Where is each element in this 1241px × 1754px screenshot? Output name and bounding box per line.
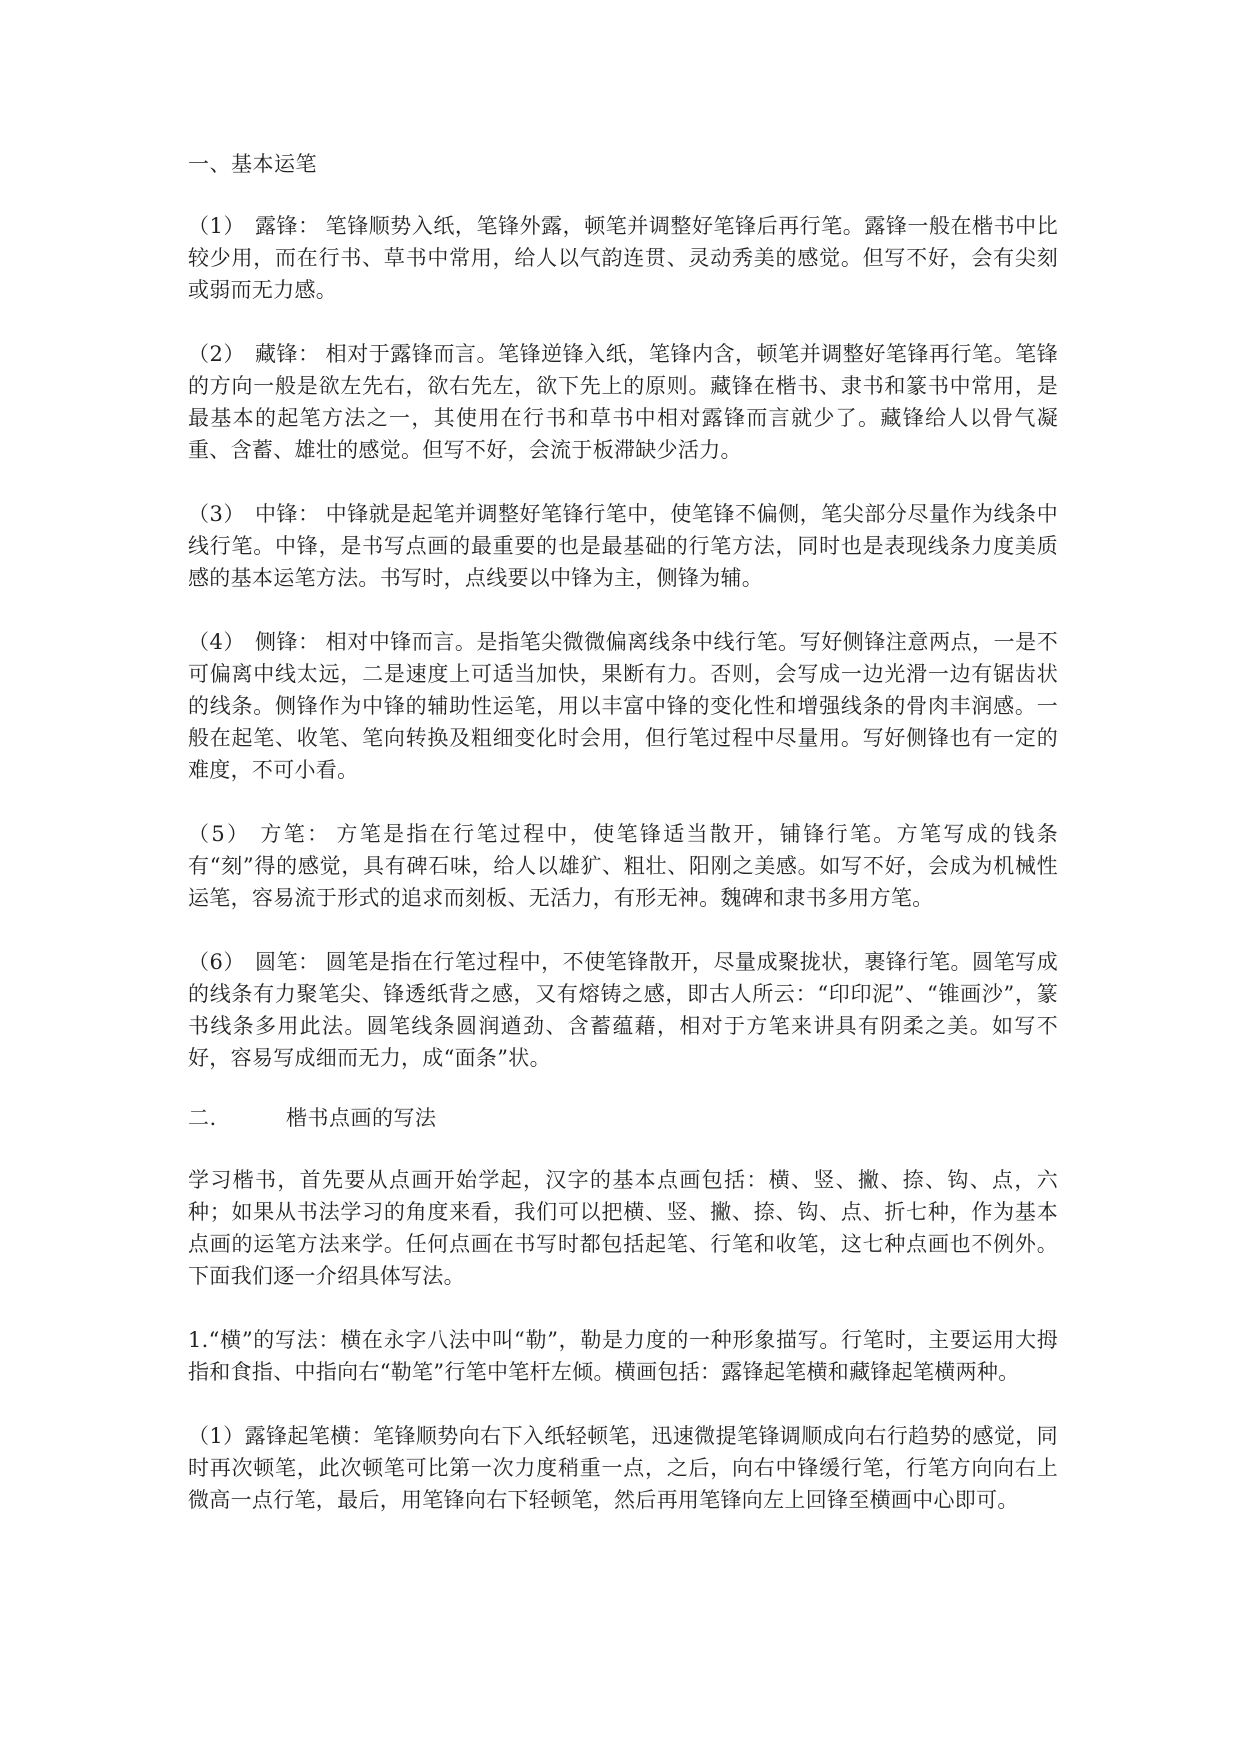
heng-paragraph: 1.“横”的写法：横在永字八法中叫“勒”，勒是力度的一种形象描写。行笔时，主要运用大拇指和食指、中指向右“勒笔”行笔中笔杆左倾。横画包括：露锋起笔横和藏锋起笔横两种。 bbox=[188, 1328, 1058, 1384]
item-fangbi bbox=[188, 818, 1058, 914]
item-number: （5） bbox=[188, 822, 251, 846]
section2-heading bbox=[188, 1102, 1058, 1134]
item-number: （4） bbox=[188, 630, 246, 654]
item-cangfeng bbox=[188, 338, 1058, 466]
section2-intro: 学习楷书，首先要从点画开始学起，汉字的基本点画包括：横、竖、撇、捺、钩、点，六种；如果从书法学习的角度来看，我们可以把横、竖、撇、捺、钩、点、折七种，作为基本点画的运笔方法来学。任何点画在书写时都包括起笔、行笔和收笔，这七种点画也不例外。下面我们逐一介绍具体写法。 bbox=[188, 1168, 1058, 1288]
item-term: 圆笔： bbox=[255, 950, 320, 974]
item-number: （1） bbox=[188, 214, 246, 238]
item-text: 圆笔是指在行笔过程中，不使笔锋散开，尽量成聚拢状，裹锋行笔。圆笔写成的线条有力聚笔尖、锋透纸背之感，又有熔铸之感，即古人所云：“印印泥”、“锥画沙”，篆书线条多用此法。圆笔线条圆润遒劲、含蓄蕴藉，相对于方笔来讲具有阴柔之美。如写不好，容易写成细而无力，成“面条”状。 bbox=[188, 950, 1058, 1070]
item-number: （2） bbox=[188, 342, 246, 366]
item-text: 方笔是指在行笔过程中，使笔锋适当散开，铺锋行笔。方笔写成的钱条有“刻”得的感觉，具有碑石味，给人以雄犷、粗壮、阳刚之美感。如写不好，会成为机械性运笔，容易流于形式的追求而刻板、无活力，有形无神。魏碑和隶书多用方笔。 bbox=[188, 822, 1058, 910]
document-page bbox=[188, 148, 1058, 1548]
section2-title: 楷书点画的写法 bbox=[286, 1106, 437, 1130]
item-lufeng bbox=[188, 210, 1058, 306]
item-term: 方笔： bbox=[260, 822, 331, 846]
section1-heading: 一、基本运笔 bbox=[188, 152, 317, 176]
section2-number: 二. bbox=[188, 1106, 217, 1130]
item-text: 相对中锋而言。是指笔尖微微偏离线条中线行笔。写好侧锋注意两点，一是不可偏离中线太远，二是速度上可适当加快，果断有力。否则，会写成一边光滑一边有锯齿状的线条。侧锋作为中锋的辅助性运笔，用以丰富中锋的变化性和增强线条的骨肉丰润感。一般在起笔、收笔、笔向转换及粗细变化时会用，但行笔过程中尽量用。写好侧锋也有一定的难度，不可小看。 bbox=[188, 630, 1058, 782]
item-number: （6） bbox=[188, 950, 246, 974]
item-term: 藏锋： bbox=[255, 342, 320, 366]
item-text: 笔锋顺势入纸，笔锋外露，顿笔并调整好笔锋后再行笔。露锋一般在楷书中比较少用，而在行书、草书中常用，给人以气韵连贯、灵动秀美的感觉。但写不好，会有尖刻或弱而无力感。 bbox=[188, 214, 1058, 302]
lufeng-heng-paragraph: （1）露锋起笔横：笔锋顺势向右下入纸轻顿笔，迅速微提笔锋调顺成向右行趋势的感觉，同时再次顿笔，此次顿笔可比第一次力度稍重一点，之后，向右中锋缓行笔，行笔方向向右上微高一点行笔，最后，用笔锋向右下轻顿笔，然后再用笔锋向左上回锋至横画中心即可。 bbox=[188, 1424, 1058, 1512]
item-term: 侧锋： bbox=[255, 630, 320, 654]
item-zhongfeng bbox=[188, 498, 1058, 594]
item-yuanbi bbox=[188, 946, 1058, 1074]
item-term: 露锋： bbox=[255, 214, 320, 238]
item-text: 中锋就是起笔并调整好笔锋行笔中，使笔锋不偏侧，笔尖部分尽量作为线条中线行笔。中锋，是书写点画的最重要的也是最基础的行笔方法，同时也是表现线条力度美质感的基本运笔方法。书写时，点线要以中锋为主，侧锋为辅。 bbox=[188, 502, 1058, 590]
item-text: 相对于露锋而言。笔锋逆锋入纸，笔锋内含，顿笔并调整好笔锋再行笔。笔锋的方向一般是欲左先右，欲右先左，欲下先上的原则。藏锋在楷书、隶书和篆书中常用，是最基本的起笔方法之一，其使用在行书和草书中相对露锋而言就少了。藏锋给人以骨气凝重、含蓄、雄壮的感觉。但写不好，会流于板滞缺少活力。 bbox=[188, 342, 1058, 462]
item-number: （3） bbox=[188, 502, 246, 526]
item-cefeng bbox=[188, 626, 1058, 786]
item-term: 中锋： bbox=[255, 502, 320, 526]
